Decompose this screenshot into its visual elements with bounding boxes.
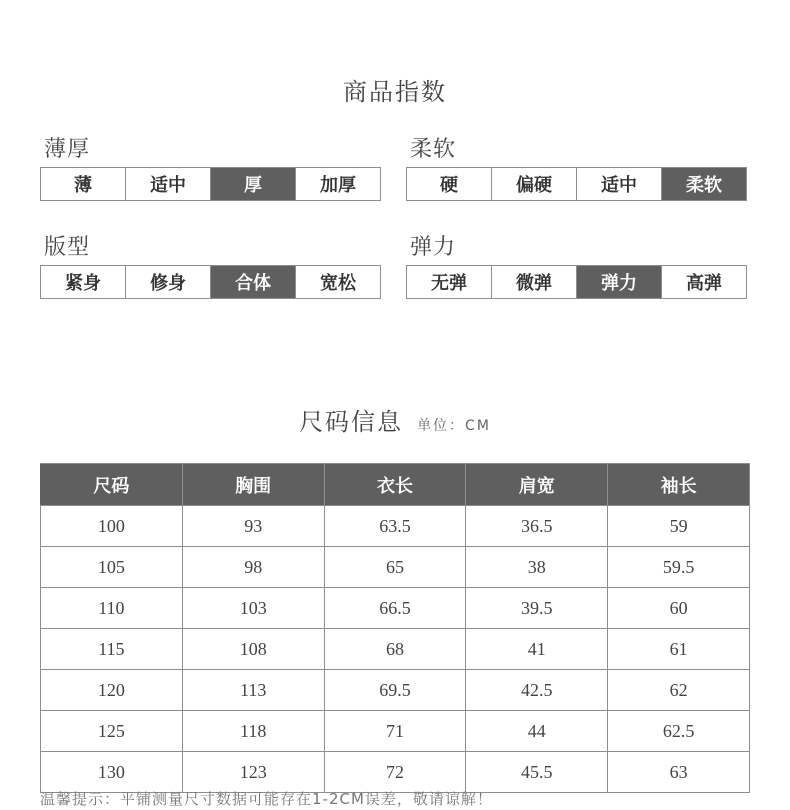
table-cell: 59.5: [608, 547, 750, 588]
table-cell: 60: [608, 588, 750, 629]
elasticity-option: 高弹: [661, 266, 746, 298]
table-cell: 125: [41, 711, 183, 752]
table-cell: 69.5: [324, 670, 466, 711]
table-cell: 118: [182, 711, 324, 752]
index-section-title: 商品指数: [343, 78, 447, 106]
table-cell: 110: [41, 588, 183, 629]
softness-option: 适中: [576, 168, 661, 200]
table-cell: 105: [41, 547, 183, 588]
table-cell: 72: [324, 752, 466, 793]
table-row: [41, 506, 750, 547]
table-cell: 123: [182, 752, 324, 793]
elasticity-scale: [406, 265, 747, 299]
softness-label: 柔软: [410, 137, 457, 162]
table-row: [41, 711, 750, 752]
table-cell: 120: [41, 670, 183, 711]
table-cell: 42.5: [466, 670, 608, 711]
table-cell: 36.5: [466, 506, 608, 547]
header-size: 尺码: [41, 464, 183, 506]
thickness-scale: [40, 167, 381, 201]
thickness-label: 薄厚: [44, 137, 91, 162]
table-cell: 63.5: [324, 506, 466, 547]
fit-scale: [40, 265, 381, 299]
table-cell: 108: [182, 629, 324, 670]
thickness-option: 厚: [210, 168, 295, 200]
table-cell: 45.5: [466, 752, 608, 793]
thickness-option: 薄: [74, 175, 92, 196]
softness-option: 偏硬: [491, 168, 576, 200]
table-cell: 66.5: [324, 588, 466, 629]
table-cell: 93: [182, 506, 324, 547]
table-cell: 115: [41, 629, 183, 670]
table-cell: 62: [608, 670, 750, 711]
fit-option: 合体: [210, 266, 295, 298]
thickness-option: 适中: [125, 168, 210, 200]
size-section-title: 尺码信息: [299, 408, 404, 436]
table-cell: 41: [466, 629, 608, 670]
unit-label: 单位：CM: [417, 418, 491, 434]
elasticity-option: 微弹: [491, 266, 576, 298]
table-cell: 62.5: [608, 711, 750, 752]
table-cell: 59: [608, 506, 750, 547]
measurement-note: 温馨提示：平铺测量尺寸数据可能存在1-2CM误差，敬请谅解！: [40, 790, 493, 808]
table-cell: 113: [182, 670, 324, 711]
table-cell: 38: [466, 547, 608, 588]
softness-option: 柔软: [661, 168, 746, 200]
fit-option: 紧身: [65, 273, 101, 294]
header-length: 衣长: [324, 464, 466, 506]
table-cell: 61: [608, 629, 750, 670]
header-sleeve: 袖长: [608, 464, 750, 506]
table-row: [41, 752, 750, 793]
table-header-row: [41, 464, 750, 506]
table-cell: 71: [324, 711, 466, 752]
elasticity-label: 弹力: [410, 235, 457, 260]
table-cell: 100: [41, 506, 183, 547]
table-cell: 130: [41, 752, 183, 793]
softness-option: 硬: [440, 175, 458, 196]
table-cell: 98: [182, 547, 324, 588]
softness-scale: [406, 167, 747, 201]
table-cell: 44: [466, 711, 608, 752]
thickness-option: 加厚: [295, 168, 380, 200]
header-chest: 胸围: [182, 464, 324, 506]
table-cell: 63: [608, 752, 750, 793]
fit-option: 修身: [125, 266, 210, 298]
elasticity-option: 无弹: [431, 273, 467, 294]
table-row: [41, 670, 750, 711]
table-row: [41, 547, 750, 588]
elasticity-option: 弹力: [576, 266, 661, 298]
table-cell: 65: [324, 547, 466, 588]
table-cell: 68: [324, 629, 466, 670]
table-row: [41, 629, 750, 670]
size-table: [40, 463, 750, 793]
header-shoulder: 肩宽: [466, 464, 608, 506]
table-cell: 103: [182, 588, 324, 629]
fit-option: 宽松: [295, 266, 380, 298]
fit-label: 版型: [44, 235, 91, 260]
table-row: [41, 588, 750, 629]
size-section-header: [0, 402, 790, 437]
table-cell: 39.5: [466, 588, 608, 629]
